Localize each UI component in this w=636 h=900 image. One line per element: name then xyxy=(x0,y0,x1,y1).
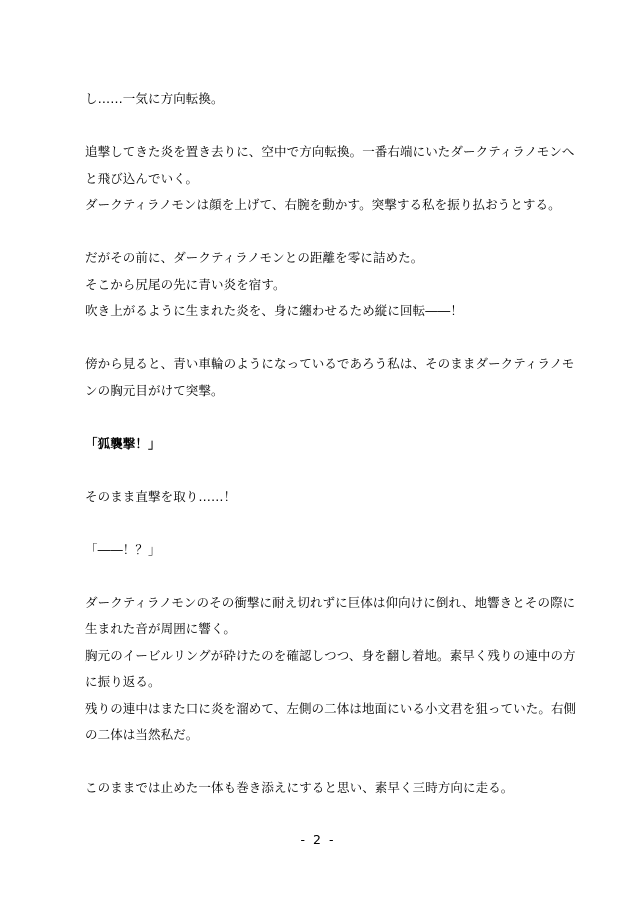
text-line: 胸元のイービルリングが砕けたのを確認しつつ、身を翻し着地。素早く残りの連中の方 xyxy=(85,647,576,663)
blank-line xyxy=(85,219,555,246)
text-line: に振り返る。 xyxy=(85,674,161,689)
text-line: このままでは止めた一体も巻き添えにすると思い、素早く三時方向に走る。 xyxy=(85,780,514,795)
body-text xyxy=(85,86,577,802)
text-line: ダークティラノモンのその衝撃に耐え切れずに巨体は仰向けに倒れ、地響きとその際に xyxy=(85,594,576,610)
dialogue-line-bold: 「狐襲撃！」 xyxy=(85,435,161,451)
text-line: と飛び込んでいく。 xyxy=(85,170,199,186)
text-line: 傍から見ると、青い車輪のようになっているであろう私は、そのままダークティラノモ xyxy=(85,356,575,371)
blank-line xyxy=(85,510,555,537)
blank-line xyxy=(85,113,555,140)
text-line: 生まれた音が周囲に響く。 xyxy=(85,621,236,636)
text-line: そこから尻尾の先に青い炎を宿す。 xyxy=(85,276,286,292)
text-line: の二体は当然私だ。 xyxy=(85,727,199,742)
text-line: だがその前に、ダークティラノモンとの距離を零に詰めた。 xyxy=(85,250,424,265)
text-line: 残りの連中はまた口に炎を溜めて、左側の二体は地面にいる小文君を狙っていた。右側 xyxy=(85,700,577,716)
blank-line xyxy=(85,563,555,590)
dialogue-line: 「――！？」 xyxy=(85,541,161,557)
blank-line xyxy=(85,749,555,776)
blank-line xyxy=(85,404,555,431)
blank-line xyxy=(85,325,555,352)
text-line: 追撃してきた炎を置き去りに、空中で方向転換。一番右端にいたダークティラノモンへ xyxy=(85,144,575,159)
page-number: - 2 - xyxy=(300,832,336,847)
text-line: ンの胸元目がけて突撃。 xyxy=(85,382,224,398)
text-line: し……一気に方向転換。 xyxy=(85,91,224,106)
text-line: ダークティラノモンは顔を上げて、右腕を動かす。突撃する私を振り払おうとする。 xyxy=(85,197,561,212)
text-line: 吹き上がるように生まれた炎を、身に纏わせるため縦に回転――！ xyxy=(85,303,464,318)
blank-line xyxy=(85,457,555,484)
text-line: そのまま直撃を取り……！ xyxy=(85,488,237,504)
